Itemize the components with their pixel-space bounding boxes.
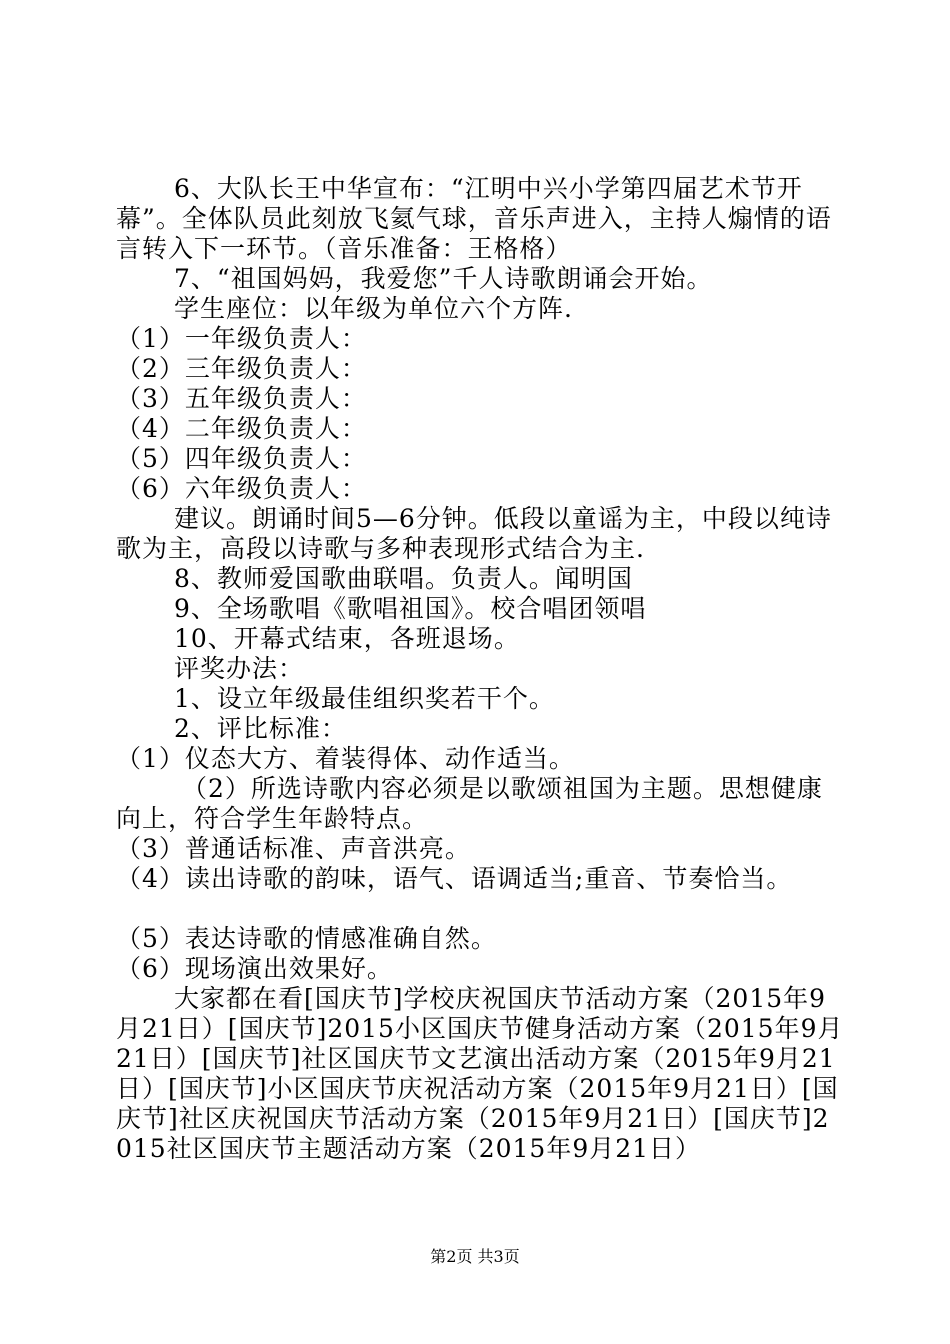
list-item-criterion-5: （5）表达诗歌的情感准确自然。 (116, 924, 497, 953)
list-item-criterion-4: （4）读出诗歌的韵味，语气、语调适当;重音、节奏恰当。 (116, 864, 793, 893)
paragraph-seating: 学生座位：以年级为单位六个方阵. (174, 294, 573, 323)
paragraph-suggestion: 建议。朗诵时间5—6分钟。低段以童谣为主，中段以纯诗歌为主，高段以诗歌与多种表现形式结合为主. (116, 504, 832, 563)
paragraph-item-9: 9、全场歌唱《歌唱祖国》。校合唱团领唱 (174, 594, 647, 623)
list-item-grade-2: （4）二年级负责人： (116, 414, 367, 443)
list-item-criterion-1: （1）仪态大方、着装得体、动作适当。 (116, 744, 575, 773)
section-heading-awards: 评奖办法： (174, 654, 305, 683)
list-item-criterion-6: （6）现场演出效果好。 (116, 954, 393, 983)
paragraph-item-10: 10、开幕式结束，各班退场。 (174, 624, 520, 653)
document-body (116, 174, 844, 1164)
list-item-grade-4: （5）四年级负责人： (116, 444, 367, 473)
paragraph-item-6: 6、大队长王中华宣布：“江明中兴小学第四届艺术节开幕”。全体队员此刻放飞氦气球，音乐声进入，主持人煽情的语言转入下一环节。（音乐准备：王格格） (116, 174, 832, 263)
paragraph-gap (116, 894, 844, 924)
paragraph-item-8: 8、教师爱国歌曲联唱。负责人。闻明国 (174, 564, 633, 593)
list-item-grade-6: （6）六年级负责人： (116, 474, 367, 503)
list-item-criterion-2: （2）所选诗歌内容必须是以歌颂祖国为主题。思想健康向上，符合学生年龄特点。 (116, 774, 823, 833)
paragraph-related-links: 大家都在看[国庆节]学校庆祝国庆节活动方案（2015年9月21日）[国庆节]2015小区国庆节健身活动方案（2015年9月21日）[国庆节]社区国庆节文艺演出活动方案（2015年9月21日）[国庆节]小区国庆节庆祝活动方案（2015年9月21日）[国庆节]社区庆祝国庆节活动方案（2015年9月21日）[国庆节]2015社区国庆节主题活动方案（2015年9月21日） (116, 984, 844, 1163)
list-item-criterion-3: （3）普通话标准、声音洪亮。 (116, 834, 471, 863)
paragraph-award-1: 1、设立年级最佳组织奖若干个。 (174, 684, 555, 713)
paragraph-item-7: 7、“祖国妈妈，我爱您”千人诗歌朗诵会开始。 (174, 264, 713, 293)
list-item-grade-3: （2）三年级负责人： (116, 354, 367, 383)
list-item-grade-5: （3）五年级负责人： (116, 384, 367, 413)
list-item-grade-1: （1）一年级负责人： (116, 324, 367, 353)
page-footer: 第2页 共3页 (430, 1247, 520, 1266)
paragraph-award-2: 2、评比标准： (174, 714, 347, 743)
